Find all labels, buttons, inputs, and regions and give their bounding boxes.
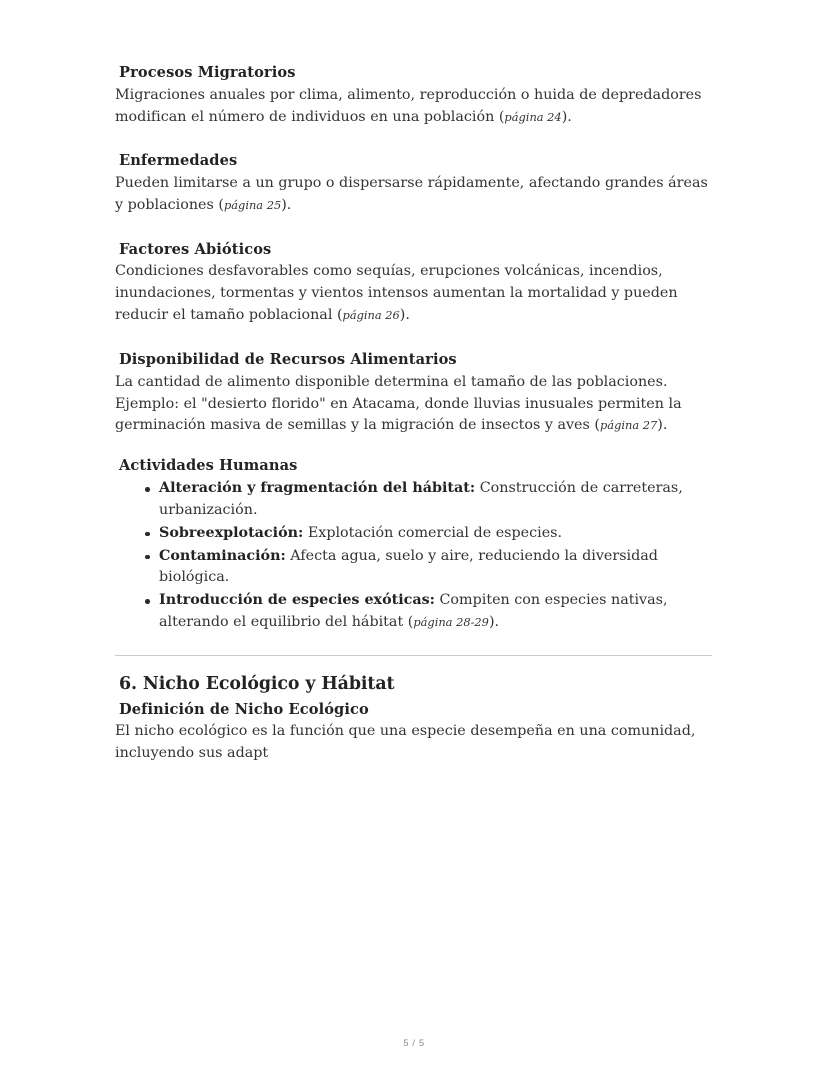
list-item bbox=[115, 523, 712, 545]
list-item-text: Explotación comercial de especies. bbox=[303, 524, 563, 541]
paragraph-text: Pueden limitarse a un grupo o dispersarse rápidamente, afectando grandes áreas y poblaciones ( bbox=[115, 175, 708, 213]
list-item-label: Alteración y fragmentación del hábitat: bbox=[159, 479, 476, 496]
paragraph-text: Condiciones desfavorables como sequías, erupciones volcánicas, incendios, inundaciones, tormentas y vientos intensos aumentan la mortalidad y pueden reducir el tamaño poblacional ( bbox=[115, 263, 678, 324]
page-reference: página 26 bbox=[342, 308, 400, 323]
section-heading: Factores Abióticos bbox=[119, 240, 272, 258]
paragraph-text: La cantidad de alimento disponible determina el tamaño de las poblaciones. Ejemplo: el "desierto florido" en Atacama, donde lluvias inusuales permiten la germinación masiva de semillas y la migración de insectos y aves ( bbox=[115, 373, 682, 434]
section-divider bbox=[115, 655, 712, 656]
section-paragraph bbox=[115, 261, 712, 327]
document-content bbox=[115, 64, 712, 765]
page-title: 6. Nicho Ecológico y Hábitat bbox=[119, 673, 395, 694]
section-heading: Definición de Nicho Ecológico bbox=[119, 700, 369, 718]
paragraph-tail: ). bbox=[561, 108, 572, 125]
list-item bbox=[115, 478, 712, 522]
section-paragraph bbox=[115, 173, 712, 217]
list-item bbox=[115, 590, 712, 634]
list-item-label: Contaminación: bbox=[159, 547, 286, 564]
list-item-text: Compiten con especies nativas, alterando el equilibrio del hábitat ( bbox=[159, 592, 668, 631]
page-reference: página 28-29 bbox=[413, 615, 489, 630]
section-procesos-migratorios bbox=[115, 64, 712, 128]
paragraph-tail: ). bbox=[281, 196, 292, 213]
list-item-label: Introducción de especies exóticas: bbox=[159, 592, 435, 609]
list-item-tail: ). bbox=[488, 614, 500, 631]
list-item-text: Afecta agua, suelo y aire, reduciendo la diversidad biológica. bbox=[159, 547, 658, 586]
list-item-label: Sobreexplotación: bbox=[159, 524, 304, 541]
page-reference: página 25 bbox=[223, 197, 282, 212]
section-disponibilidad-recursos bbox=[115, 351, 712, 437]
section-heading: Enfermedades bbox=[119, 152, 238, 170]
paragraph-tail: ). bbox=[657, 417, 668, 434]
section-nicho-ecologico bbox=[115, 673, 712, 765]
page-footer: 5 / 5 bbox=[403, 1038, 425, 1049]
section-enfermedades bbox=[115, 152, 712, 216]
list-item-text: Construcción de carreteras, urbanización. bbox=[159, 479, 683, 518]
section-heading: Actividades Humanas bbox=[119, 457, 298, 475]
list-item bbox=[115, 546, 712, 590]
section-actividades-humanas bbox=[115, 457, 712, 634]
paragraph-tail: ). bbox=[399, 307, 410, 324]
page-reference: página 27 bbox=[599, 418, 658, 433]
section-paragraph bbox=[115, 85, 712, 129]
human-activities-list bbox=[115, 478, 712, 634]
section-heading: Procesos Migratorios bbox=[119, 64, 296, 81]
paragraph-text: Migraciones anuales por clima, alimento, reproducción o huida de depredadores modifican el número de individuos en una población ( bbox=[115, 86, 702, 125]
section-paragraph bbox=[115, 372, 712, 438]
section-heading: Disponibilidad de Recursos Alimentarios bbox=[119, 351, 457, 369]
page-reference: página 24 bbox=[504, 109, 562, 124]
section-factores-abioticos bbox=[115, 241, 712, 327]
section-paragraph: El nicho ecológico es la función que una especie desempeña en una comunidad, incluyendo sus adapt bbox=[115, 723, 696, 762]
